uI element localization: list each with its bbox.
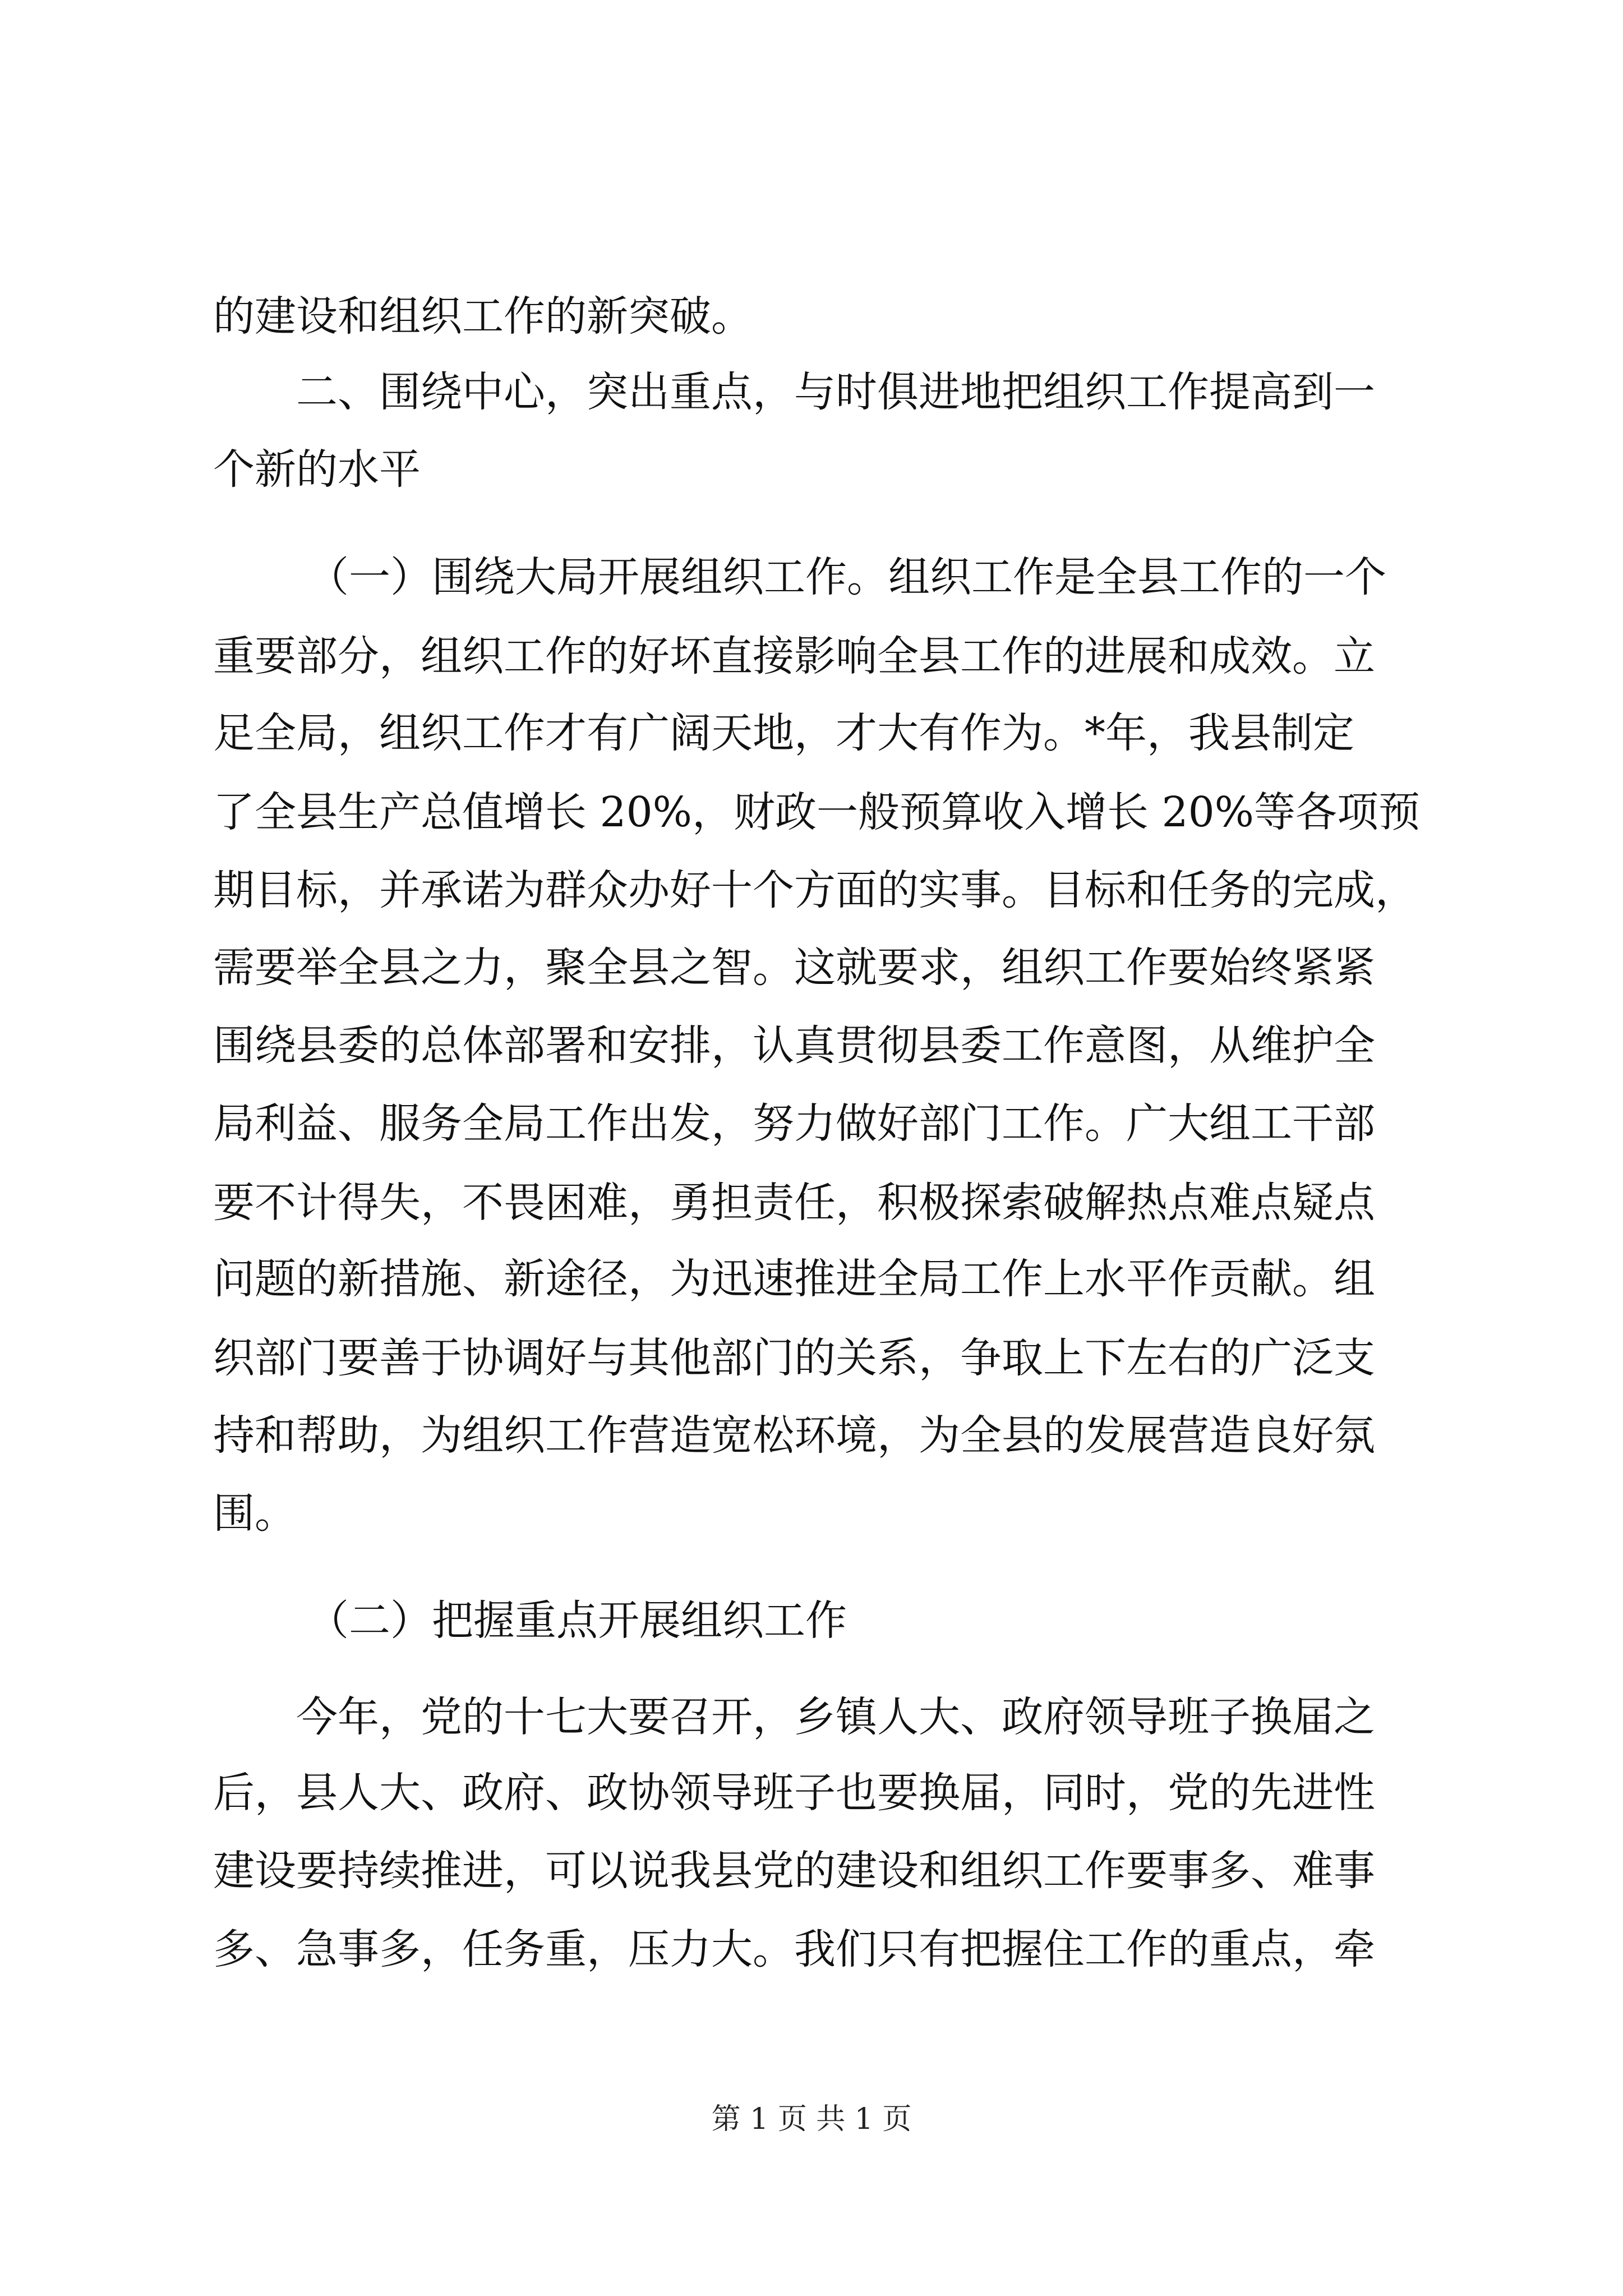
paragraph-start: 今年，党的十七大要召开，乡镇人大、政府领导班子换届之 bbox=[296, 1693, 1375, 1741]
text-line: 后，县人大、政府、政协领导班子也要换届，同时，党的先进性 bbox=[213, 1769, 1375, 1817]
page-footer: 第 1 页 共 1 页 bbox=[711, 2102, 912, 2136]
text-line: 需要举全县之力，聚全县之智。这就要求，组织工作要始终紧紧 bbox=[213, 944, 1375, 992]
text-line: 足全局，组织工作才有广阔天地，才大有作为。*年，我县制定 bbox=[213, 709, 1354, 757]
text-line: 要不计得失，不畏困难，勇担责任，积极探索破解热点难点疑点 bbox=[213, 1179, 1375, 1227]
text-line: 建设要持续推进，可以说我县党的建设和组织工作要事多、难事 bbox=[213, 1847, 1375, 1895]
subsection-heading: （二）把握重点开展组织工作 bbox=[307, 1596, 847, 1645]
section-heading: 二、围绕中心，突出重点，与时俱进地把组织工作提高到一 bbox=[296, 368, 1375, 416]
text-line: 围绕县委的总体部署和安排，认真贯彻县委工作意图，从维护全 bbox=[213, 1022, 1375, 1070]
subsection-heading: （一）围绕大局开展组织工作。组织工作是全县工作的一个 bbox=[307, 553, 1386, 601]
text-line: 持和帮助，为组织工作营造宽松环境，为全县的发展营造良好氛 bbox=[213, 1411, 1375, 1460]
text-line: 问题的新措施、新途径，为迅速推进全局工作上水平作贡献。组 bbox=[213, 1255, 1375, 1303]
text-line: 的建设和组织工作的新突破。 bbox=[213, 292, 753, 341]
text-line: 围。 bbox=[213, 1489, 296, 1538]
section-heading-continued: 个新的水平 bbox=[213, 445, 421, 494]
text-line: 局利益、服务全局工作出发，努力做好部门工作。广大组工干部 bbox=[213, 1099, 1375, 1148]
text-line: 了全县生产总值增长 20%，财政一般预算收入增长 20%等各项预 bbox=[213, 788, 1420, 836]
text-line: 织部门要善于协调好与其他部门的关系，争取上下左右的广泛支 bbox=[213, 1334, 1375, 1382]
text-line: 多、急事多，任务重，压力大。我们只有把握住工作的重点，牵 bbox=[213, 1925, 1375, 1973]
text-line: 期目标，并承诺为群众办好十个方面的实事。目标和任务的完成， bbox=[213, 866, 1417, 914]
text-line: 重要部分，组织工作的好坏直接影响全县工作的进展和成效。立 bbox=[213, 632, 1375, 680]
